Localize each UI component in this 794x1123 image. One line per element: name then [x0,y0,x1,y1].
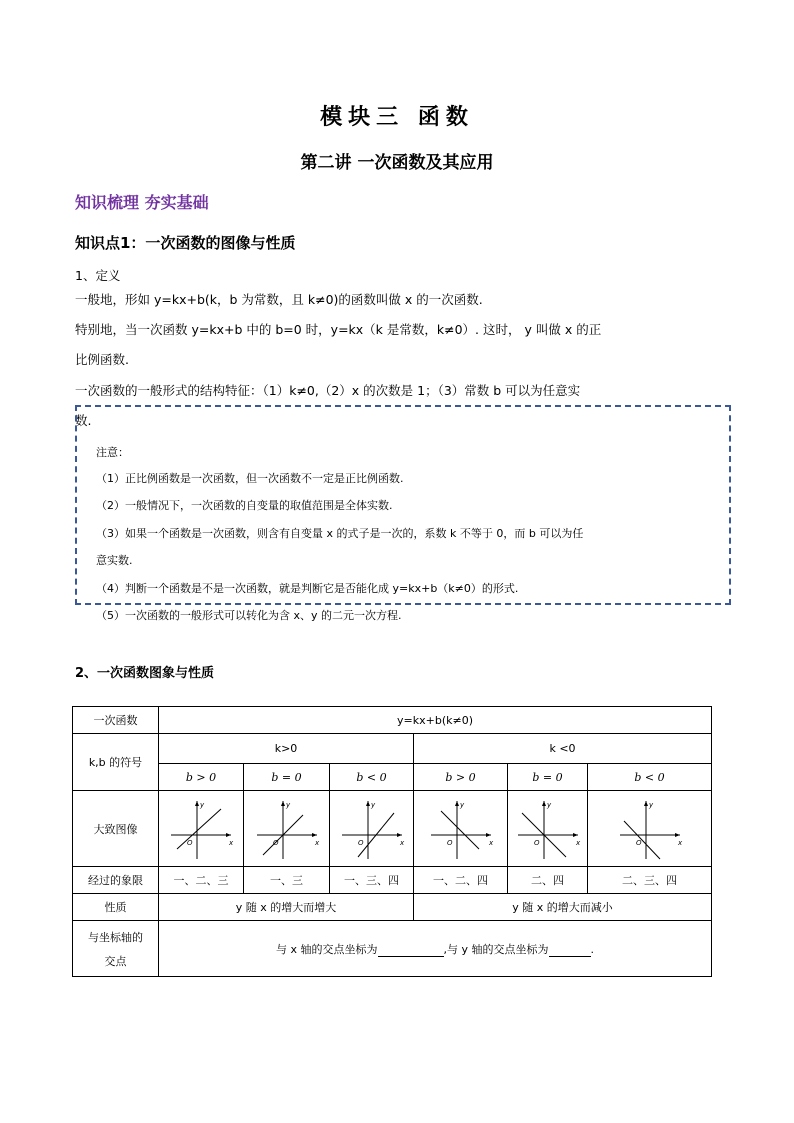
origin-label: O [187,838,193,847]
note-line-5: （4）判断一个函数是不是一次函数，就是判断它是否能化成 y=kx+b（k≠0）的形式. [96,582,519,595]
line-graph-k-neg-b-neg [614,797,686,861]
axis-label-y: y [370,800,375,809]
note-line-1: （1）正比例函数是一次函数，但一次函数不一定是正比例函数. [96,472,404,485]
origin-label: O [272,838,279,847]
axis-label-y: y [459,800,464,809]
definition-line-4: 一次函数的一般形式的结构特征：（1）k≠0,（2）x 的次数是 1；（3）常数 b 可以为任意实 [75,383,581,398]
b-condition: b = 0 [244,764,330,791]
line-graph-k-pos-b-neg [336,797,408,861]
y-intercept-blank[interactable] [549,956,591,957]
definition-line-2: 特别地，当一次函数 y=kx+b 中的 b=0 时，y=kx（k 是常数，k≠0）. 这时， y 叫做 x 的正 [75,322,602,337]
quadrant-cell: 一、三、四 [330,867,414,894]
b-condition: b < 0 [588,764,712,791]
graph-cell [508,791,588,867]
section-heading: 知识梳理 夯实基础 [75,193,209,212]
function-properties-table [72,706,712,977]
axis-label-x: x [575,838,580,847]
row-label-intercepts [73,921,159,977]
note-line-3: （3）如果一个函数是一次函数，则含有自变量 x 的式子是一次的，系数 k 不等于 0，而 b 可以为任 [96,527,584,540]
graph-cell [159,791,244,867]
note-heading: 注意： [96,446,129,459]
b-condition: b = 0 [508,764,588,791]
graph-cell [414,791,508,867]
quadrant-cell: 二、四 [508,867,588,894]
row-label-intercepts-line2: 交点 [104,954,127,968]
property-increasing: y 随 x 的增大而增大 [159,894,414,921]
definition-line-3: 比例函数. [75,352,129,367]
axis-label-y: y [546,800,551,809]
intercept-text-end: . [590,942,595,956]
line-graph-k-neg-b-pos [425,797,497,861]
origin-label: O [446,838,453,847]
function-form: y=kx+b(k≠0) [159,707,712,734]
quadrant-cell: 一、二、四 [414,867,508,894]
b-condition: b < 0 [330,764,414,791]
row-label-quadrants: 经过的象限 [73,867,159,894]
axis-label-x: x [229,838,234,847]
line-graph-k-pos-b-zero [251,797,323,861]
b-condition: b > 0 [159,764,244,791]
intercept-text-x: 与 x 轴的交点坐标为 [276,942,378,956]
axis-label-y: y [200,800,205,809]
row-label-intercepts-line1: 与坐标轴的 [88,930,143,944]
intercepts-cell [159,921,712,977]
graph-cell [244,791,330,867]
quadrant-cell: 一、二、三 [159,867,244,894]
quadrant-cell: 二、三、四 [588,867,712,894]
lesson-title: 第二讲 一次函数及其应用 [300,153,494,173]
line-graph-k-pos-b-pos [165,797,237,861]
intercept-text-y: ,与 y 轴的交点坐标为 [443,942,549,956]
part2-heading: 2、一次函数图象与性质 [75,666,215,681]
page-title: 模块三 函数 [320,104,474,130]
row-label-graph: 大致图像 [73,791,159,867]
axis-label-x: x [314,838,319,847]
note-line-4: 意实数. [96,554,133,567]
axis-label-y: y [285,800,290,809]
note-line-6: （5）一次函数的一般形式可以转化为含 x、y 的二元一次方程. [96,609,402,622]
origin-label: O [357,838,364,847]
property-decreasing: y 随 x 的增大而减小 [414,894,712,921]
axis-label-x: x [677,838,682,847]
origin-label: O [533,838,540,847]
x-intercept-blank[interactable] [378,956,444,957]
row-label-property: 性质 [73,894,159,921]
graph-cell [588,791,712,867]
row-label-function: 一次函数 [73,707,159,734]
row-label-signs: k,b 的符号 [73,734,159,791]
b-condition: b > 0 [414,764,508,791]
definition-line-5: 数. [75,413,92,428]
quadrant-cell: 一、三 [244,867,330,894]
note-line-2: （2）一般情况下，一次函数的自变量的取值范围是全体实数. [96,499,393,512]
axis-label-x: x [488,838,493,847]
line-graph-k-neg-b-zero [512,797,584,861]
knowledge-point-heading: 知识点1：一次函数的图像与性质 [75,234,296,252]
graph-cell [330,791,414,867]
k-negative-header: k <0 [414,734,712,764]
axis-label-x: x [399,838,404,847]
part1-heading: 1、定义 [75,268,121,283]
origin-label: O [635,838,642,847]
definition-line-1: 一般地，形如 y=kx+b(k，b 为常数，且 k≠0)的函数叫做 x 的一次函数. [75,292,483,307]
k-positive-header: k>0 [159,734,414,764]
axis-label-y: y [648,800,653,809]
